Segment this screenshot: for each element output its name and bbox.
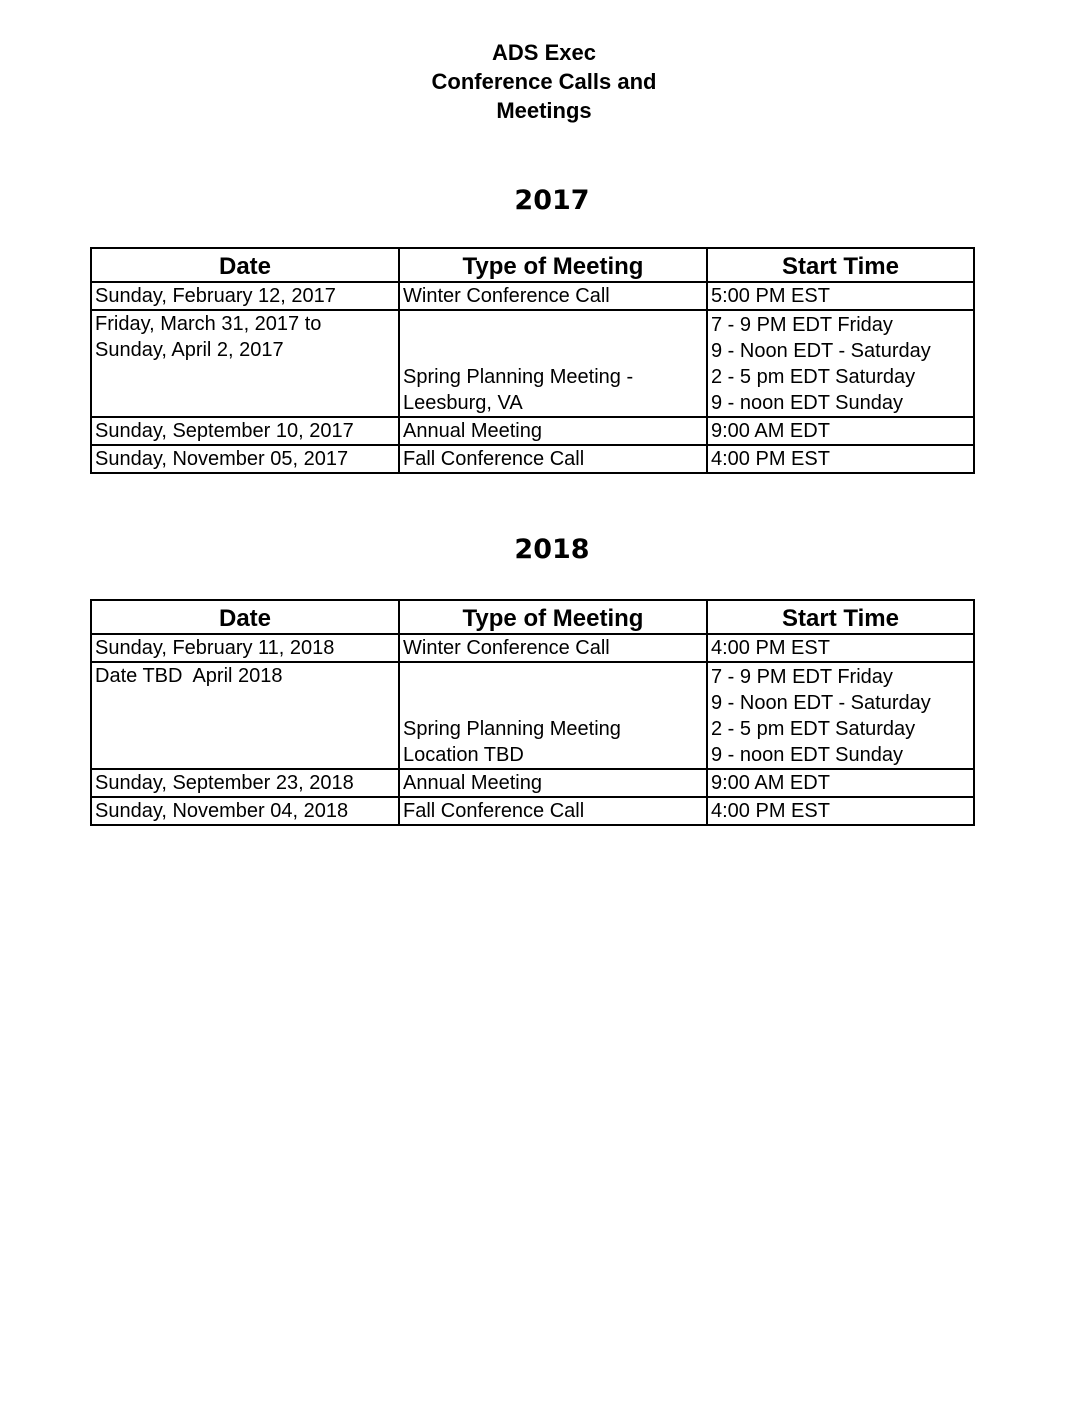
date-cell xyxy=(91,417,399,445)
date-cell xyxy=(91,282,399,310)
time-text: 2 - 5 pm EDT Saturday xyxy=(711,718,916,740)
type-cell xyxy=(399,634,707,662)
time-text: 9 - Noon EDT - Saturday xyxy=(711,340,931,362)
table-row xyxy=(91,634,974,662)
time-cell xyxy=(707,417,974,445)
year-heading-2017: 2017 xyxy=(514,185,590,216)
date-cell xyxy=(91,634,399,662)
date-cell xyxy=(91,445,399,473)
time-cell xyxy=(707,310,974,417)
table-header-row xyxy=(91,600,974,634)
time-text: 2 - 5 pm EDT Saturday xyxy=(711,366,916,388)
time-text: 4:00 PM EST xyxy=(711,800,830,822)
table-row xyxy=(91,769,974,797)
type-text: Fall Conference Call xyxy=(403,800,585,822)
column-header-time: Start Time xyxy=(707,600,974,634)
type-cell xyxy=(399,417,707,445)
type-text: Fall Conference Call xyxy=(403,448,585,470)
date-text: Sunday, September 23, 2018 xyxy=(95,772,354,794)
column-header-date: Date xyxy=(91,600,399,634)
date-cell xyxy=(91,662,399,769)
type-cell xyxy=(399,662,707,769)
type-text: Location TBD xyxy=(403,744,524,766)
date-cell xyxy=(91,310,399,417)
type-text: Spring Planning Meeting - xyxy=(403,366,634,388)
table-row xyxy=(91,282,974,310)
date-text: Sunday, April 2, 2017 xyxy=(95,339,284,361)
time-cell xyxy=(707,769,974,797)
time-text: 9:00 AM EDT xyxy=(711,772,830,794)
time-text: 5:00 PM EST xyxy=(711,285,830,307)
time-cell xyxy=(707,797,974,825)
date-text: Date TBD April 2018 xyxy=(95,665,283,687)
type-cell xyxy=(399,797,707,825)
column-header-date: Date xyxy=(91,248,399,282)
time-text: 9:00 AM EDT xyxy=(711,420,830,442)
date-text: Sunday, November 05, 2017 xyxy=(95,448,349,470)
time-text: 7 - 9 PM EDT Friday xyxy=(711,314,893,336)
type-cell xyxy=(399,310,707,417)
column-header-type: Type of Meeting xyxy=(399,600,707,634)
column-header-time: Start Time xyxy=(707,248,974,282)
column-header-type: Type of Meeting xyxy=(399,248,707,282)
title-line-2: Conference Calls and xyxy=(431,69,657,94)
schedule-table-2017 xyxy=(90,247,975,474)
type-text: Winter Conference Call xyxy=(403,637,610,659)
title-line-1: ADS Exec xyxy=(492,40,596,65)
time-cell xyxy=(707,662,974,769)
time-text: 4:00 PM EST xyxy=(711,448,830,470)
time-text: 4:00 PM EST xyxy=(711,637,830,659)
type-cell xyxy=(399,282,707,310)
table-row xyxy=(91,797,974,825)
date-cell xyxy=(91,769,399,797)
date-text: Sunday, September 10, 2017 xyxy=(95,420,354,442)
date-text: Sunday, February 11, 2018 xyxy=(95,637,335,659)
date-cell xyxy=(91,797,399,825)
type-text: Annual Meeting xyxy=(403,772,542,794)
table-row xyxy=(91,310,974,417)
date-text: Friday, March 31, 2017 to xyxy=(95,313,322,335)
schedule-table-2018 xyxy=(90,599,975,826)
table-row xyxy=(91,445,974,473)
type-cell xyxy=(399,445,707,473)
date-text: Sunday, February 12, 2017 xyxy=(95,285,336,307)
time-text: 7 - 9 PM EDT Friday xyxy=(711,666,893,688)
time-text: 9 - Noon EDT - Saturday xyxy=(711,692,931,714)
document-title xyxy=(0,38,1088,125)
type-text: Winter Conference Call xyxy=(403,285,610,307)
time-cell xyxy=(707,282,974,310)
table-row xyxy=(91,417,974,445)
type-text: Leesburg, VA xyxy=(403,392,523,414)
title-line-3: Meetings xyxy=(496,98,592,123)
type-text: Annual Meeting xyxy=(403,420,542,442)
type-cell xyxy=(399,769,707,797)
table-row xyxy=(91,662,974,769)
time-cell xyxy=(707,445,974,473)
time-text: 9 - noon EDT Sunday xyxy=(711,392,903,414)
table-header-row xyxy=(91,248,974,282)
type-text: Spring Planning Meeting xyxy=(403,718,621,740)
date-text: Sunday, November 04, 2018 xyxy=(95,800,349,822)
time-cell xyxy=(707,634,974,662)
time-text: 9 - noon EDT Sunday xyxy=(711,744,903,766)
year-heading-2018: 2018 xyxy=(514,534,590,565)
